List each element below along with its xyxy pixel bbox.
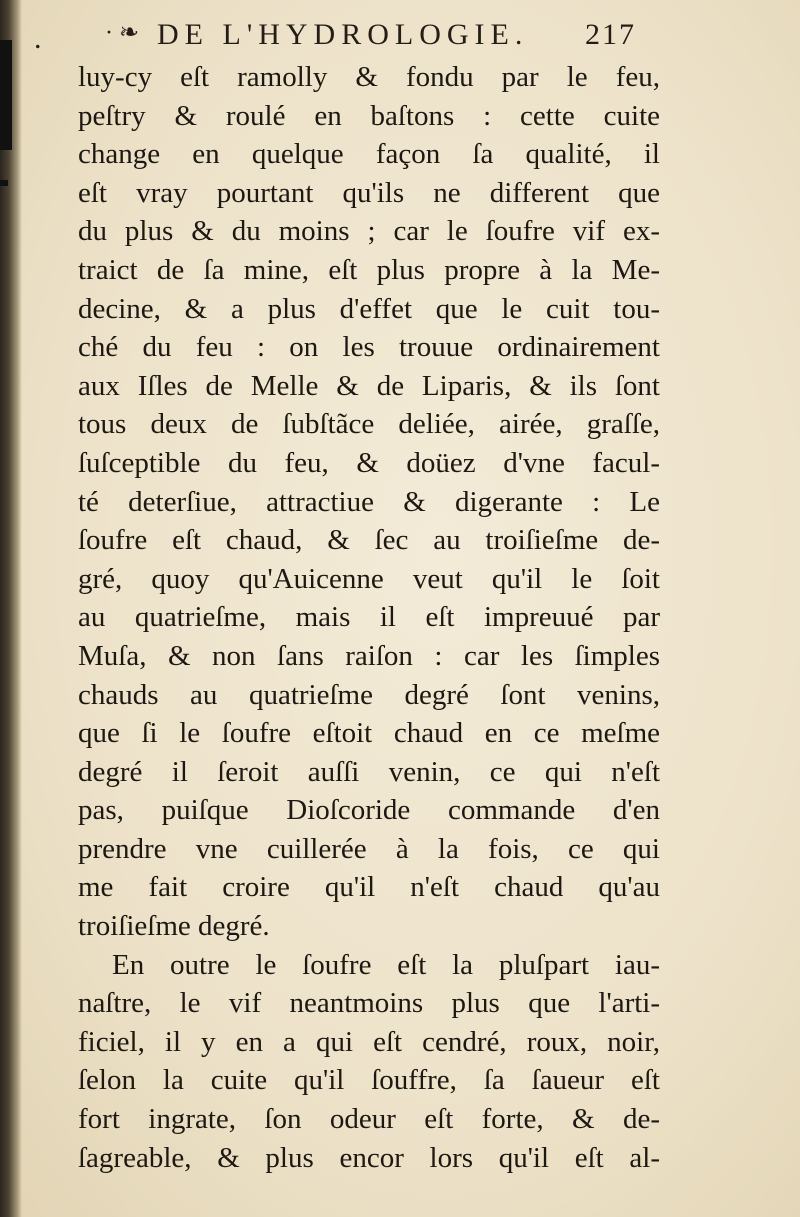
text-line: degré il ſeroit auſſi venin, ce qui n'eſt bbox=[78, 755, 660, 788]
text-line: ſagreable, & plus encor lors qu'il eſt al- bbox=[78, 1141, 660, 1174]
text-line: luy-cy eſt ramolly & fondu par le feu, bbox=[78, 61, 660, 93]
text-line: peſtry & roulé en baſtons : cette cuite bbox=[78, 99, 660, 132]
text-line: fort ingrate, ſon odeur eſt forte, & de- bbox=[78, 1103, 660, 1136]
text-line: ſelon la cuite qu'il ſouffre, ſa ſaueur eſt bbox=[78, 1064, 660, 1097]
fleuron-ornament: ·❧ bbox=[105, 20, 146, 46]
text-line: naſtre, le vif neantmoins plus que l'arti- bbox=[78, 987, 660, 1020]
text-line: du plus & du moins ; car le ſoufre vif ex- bbox=[78, 215, 660, 248]
text-line: troiſieſme degré. bbox=[78, 910, 270, 943]
text-line: me fait croire qu'il n'eſt chaud qu'au bbox=[78, 871, 660, 904]
body-text bbox=[78, 58, 660, 1177]
binding-mark bbox=[0, 180, 8, 186]
text-line: té deterſiue, attractiue & digerante : Le bbox=[78, 485, 660, 518]
text-line: au quatrieſme, mais il eſt impreuué par bbox=[78, 601, 660, 634]
binding-mark bbox=[0, 40, 12, 150]
text-line: ché du feu : on les trouue ordinairement bbox=[78, 331, 660, 364]
text-line: prendre vne cuillerée à la fois, ce qui bbox=[78, 832, 660, 865]
text-line: decine, & a plus d'effet que le cuit tou- bbox=[78, 292, 660, 325]
text-line: que ſi le ſoufre eſtoit chaud en ce meſme bbox=[78, 717, 660, 750]
margin-dot: . bbox=[34, 22, 42, 55]
text-line: traict de ſa mine, eſt plus propre à la Me- bbox=[78, 253, 660, 286]
text-line: Muſa, & non ſans raiſon : car les ſimples bbox=[78, 639, 660, 672]
running-title: DE L'HYDROLOGIE. bbox=[157, 18, 529, 51]
text-line: ſuſceptible du feu, & doüez d'vne facul- bbox=[78, 446, 660, 479]
text-line: pas, puiſque Dioſcoride commande d'en bbox=[78, 794, 660, 827]
page-number: 217 bbox=[585, 18, 636, 51]
text-line: change en quelque façon ſa qualité, il bbox=[78, 138, 660, 171]
text-line: aux Iſles de Melle & de Liparis, & ils ſont bbox=[78, 369, 660, 402]
text-line: chauds au quatrieſme degré ſont venins, bbox=[78, 678, 660, 711]
text-line: eſt vray pourtant qu'ils ne different que bbox=[78, 176, 660, 209]
text-line: ficiel, il y en a qui eſt cendré, roux, noir, bbox=[78, 1025, 660, 1058]
text-line: gré, quoy qu'Auicenne veut qu'il le ſoit bbox=[78, 562, 660, 595]
text-line: En outre le ſoufre eſt la pluſpart iau- bbox=[112, 948, 660, 981]
running-head bbox=[105, 18, 665, 58]
text-line: ſoufre eſt chaud, & ſec au troiſieſme de- bbox=[78, 524, 660, 557]
text-line: tous deux de ſubſtãce deliée, airée, graſſe, bbox=[78, 408, 660, 441]
